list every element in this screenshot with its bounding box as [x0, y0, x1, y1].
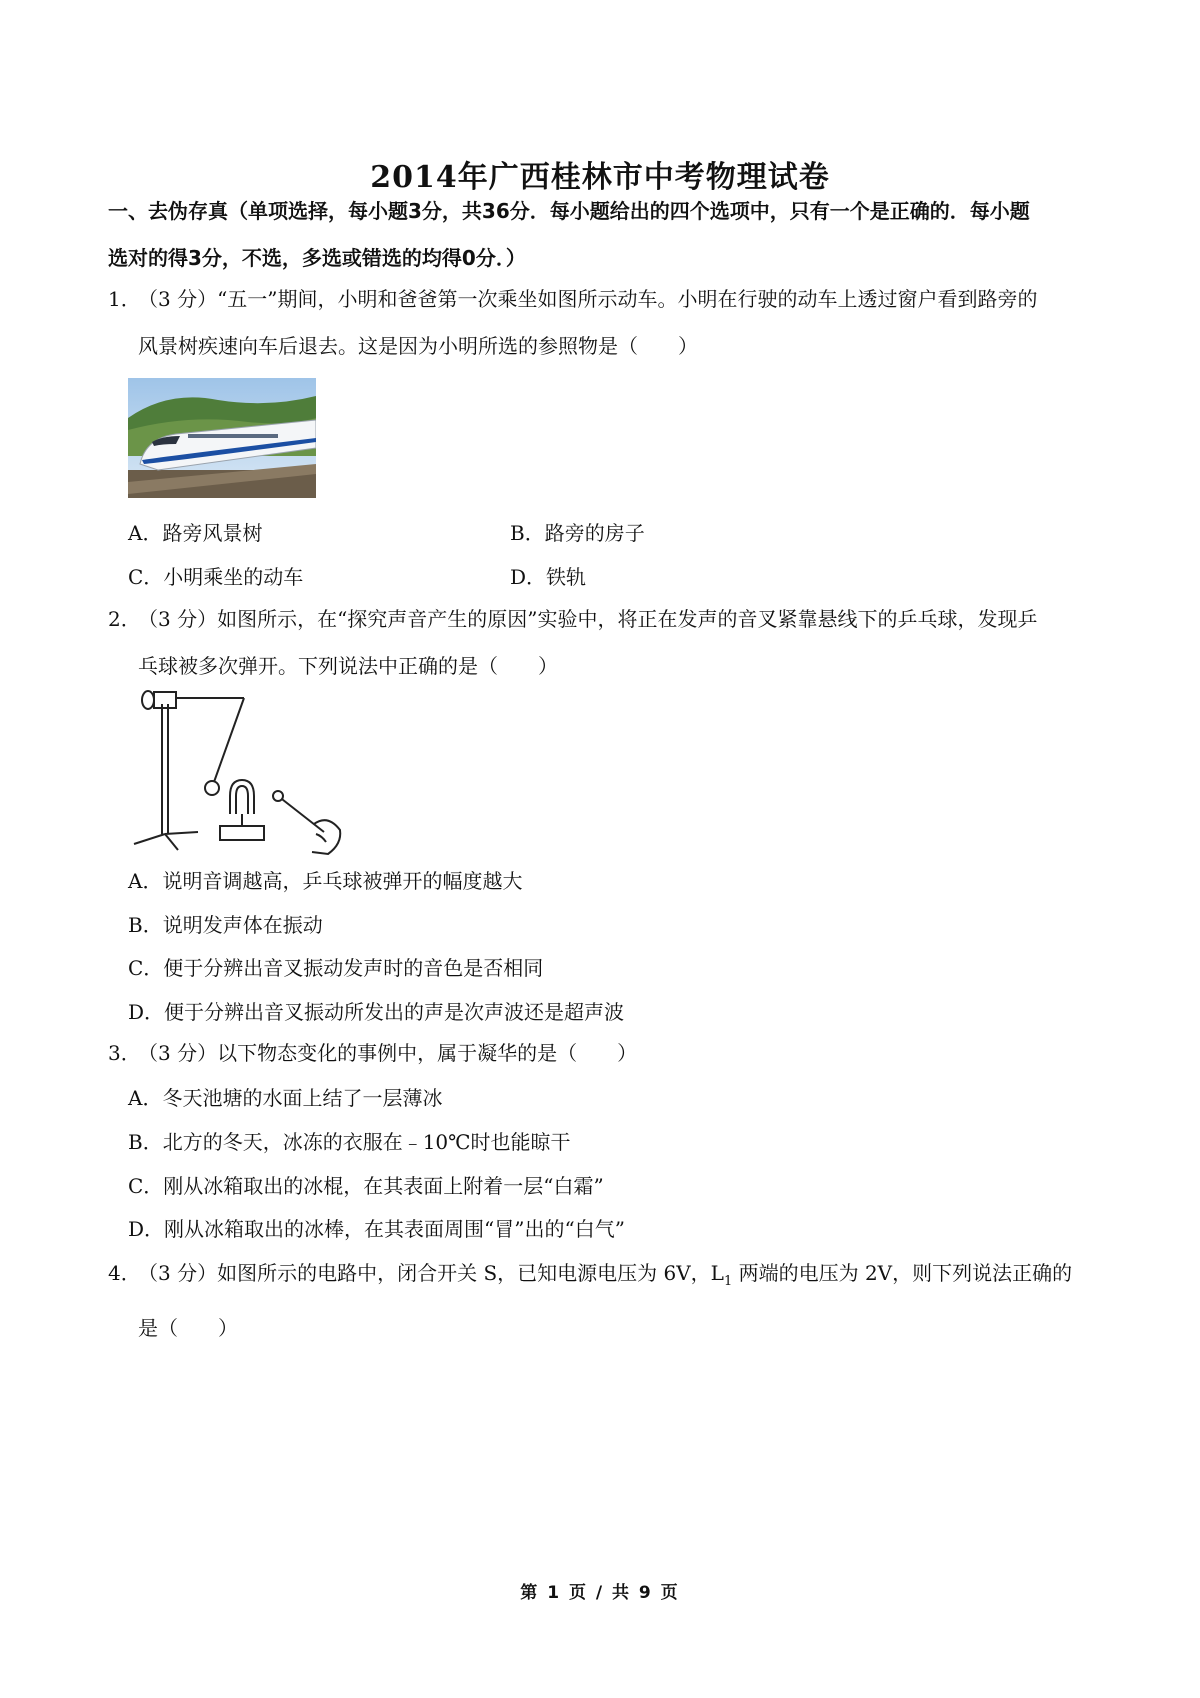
question-1-option-b: B．路旁的房子 [510, 521, 645, 545]
section-heading-line1: 一、去伪存真（单项选择，每小题3分，共36分．每小题给出的四个选项中，只有一个是正确的．每小题 [108, 199, 1030, 223]
question-number: 3． [108, 1041, 141, 1065]
question-text: （3 分）如图所示，在“探究声音产生的原因”实验中，将正在发声的音叉紧靠悬线下的乒乓球，发现乒 [138, 607, 1038, 631]
question-text: 两端的电压为 2V，则下列说法正确的 [732, 1261, 1073, 1285]
question-1-option-c: C．小明乘坐的动车 [128, 565, 304, 589]
question-3-option-d: D．刚从冰箱取出的冰棒，在其表面周围“冒”出的“白气” [128, 1217, 625, 1241]
question-2 [108, 596, 1104, 690]
section-heading [108, 188, 1104, 282]
question-1-option-d: D．铁轨 [510, 565, 587, 589]
question-number: 2． [108, 607, 141, 631]
question-number: 4． [108, 1261, 141, 1285]
question-2-option-a: A．说明音调越高，乒乓球被弹开的幅度越大 [128, 869, 523, 893]
question-1 [108, 276, 1104, 370]
question-text: 是（ ） [138, 1316, 238, 1340]
question-text: （3 分）如图所示的电路中，闭合开关 S，已知电源电压为 6V，L [138, 1261, 724, 1285]
question-text: 乓球被多次弹开。下列说法中正确的是（ ） [138, 654, 558, 678]
page-title: 2014年广西桂林市中考物理试卷 [370, 160, 830, 195]
question-3-option-a: A．冬天池塘的水面上结了一层薄冰 [128, 1086, 443, 1110]
section-heading-line2: 选对的得3分，不选，多选或错选的均得0分．） [108, 246, 526, 270]
question-text: （3 分）“五一”期间，小明和爸爸第一次乘坐如图所示动车。小明在行驶的动车上透过窗户看到路旁的 [138, 287, 1038, 311]
question-text: 风景树疾速向车后退去。这是因为小明所选的参照物是（ ） [138, 334, 698, 358]
question-3-option-c: C．刚从冰箱取出的冰棍，在其表面上附着一层“白霜” [128, 1174, 604, 1198]
question-2-option-d: D．便于分辨出音叉振动所发出的声是次声波还是超声波 [128, 1000, 625, 1024]
question-2-option-b: B．说明发声体在振动 [128, 913, 323, 937]
question-3 [108, 1030, 1104, 1077]
question-number: 1． [108, 287, 141, 311]
bullet-train-photo [128, 378, 316, 498]
question-4 [108, 1250, 1104, 1352]
question-3-option-b: B．北方的冬天，冰冻的衣服在﹣10℃时也能晾干 [128, 1130, 571, 1154]
subscript: 1 [723, 1274, 733, 1289]
tuning-fork-experiment-diagram [128, 684, 354, 860]
page-footer: 第 1 页 / 共 9 页 [520, 1583, 680, 1603]
question-2-option-c: C．便于分辨出音叉振动发声时的音色是否相同 [128, 956, 544, 980]
question-1-option-a: A．路旁风景树 [128, 521, 263, 545]
question-text: （3 分）以下物态变化的事例中，属于凝华的是（ ） [138, 1041, 638, 1065]
